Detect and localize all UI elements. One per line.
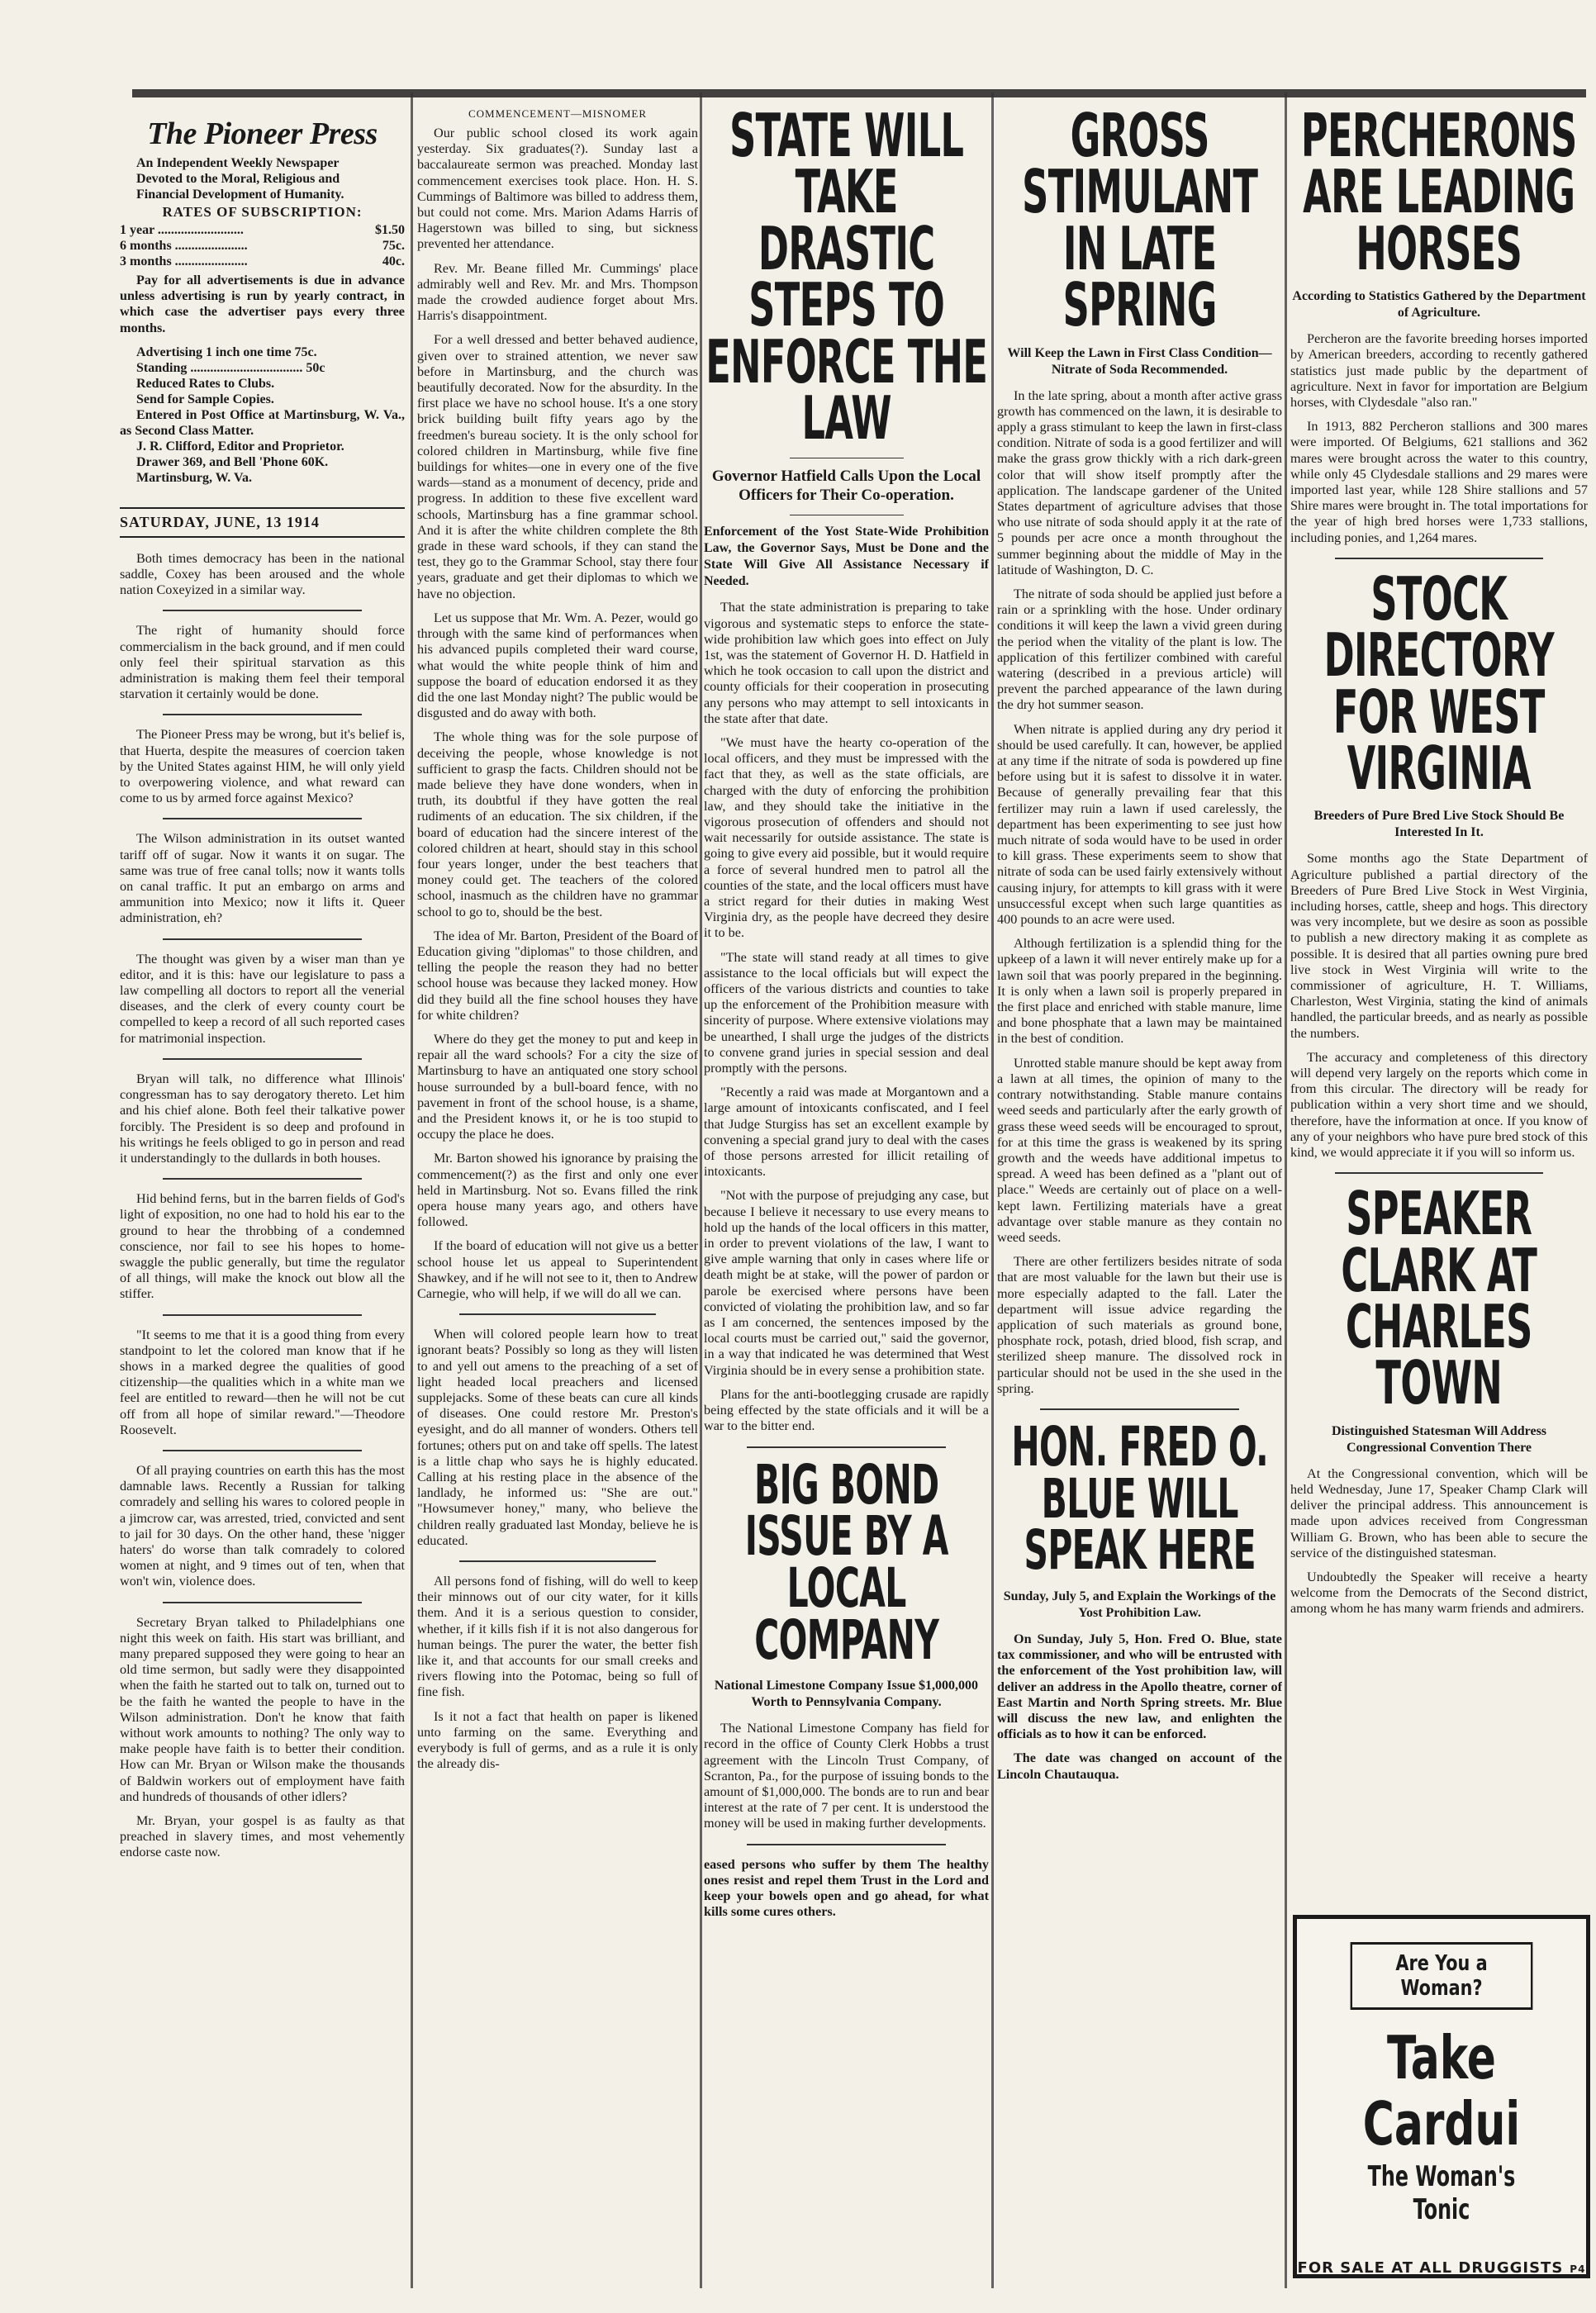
deck: Will Keep the Lawn in First Class Condition—Nitrate of Soda Recommended. (1007, 345, 1272, 377)
article-paragraph: Is it not a fact that health on paper is likened unto farming on the same. Everything and everybody is full of germs, and as a rule it is only the already dis- (417, 1708, 698, 1772)
article-paragraph: At the Congressional convention, which will be held Wednesday, June 17, Speaker Champ Clark will deliver the principal address. This announcement is made upon advices received from Congressman William G. Brown, who has been able to secure the service of the distinguished statesman. (1290, 1465, 1588, 1560)
deck: Governor Hatfield Calls Upon the Local Officers for Their Co-operation. (711, 468, 981, 505)
masthead-note: Martinsburg, W. Va. (136, 470, 253, 485)
column-2 (417, 107, 698, 1781)
separator (163, 610, 363, 611)
article-paragraph: The accuracy and completeness of this directory will depend very largely on the reports which come in from this circular. The directory will be ready for publication within a very short time and we should, therefore, have the information at once. If you know of any of your neighbors who have pure bred stock of this kind, we would appreciate it if you will so inform us. (1290, 1049, 1588, 1161)
editorial-paragraph: The Pioneer Press may be wrong, but it's belief is, that Huerta, despite the measures of coercion taken by the United States against HIM, he will only yield to overpowering violence, and what reward can come to us by armed force against Mexico? (120, 727, 405, 806)
separator (1335, 1172, 1543, 1174)
article-paragraph: Where do they get the money to put and keep in repair all the ward schools? For a city the size of Martinsburg to have an antiquated one story school house surrounded by a bull-board fence, with no pavement in front of the school house, is a shame, and the President knows it, or he is too stupid to occupy the place he does. (417, 1031, 698, 1142)
article-paragraph: Unrotted stable manure should be kept away from a lawn at all times, the opinion of many to the contrary notwithstanding. Stable manure contains weed seeds and particularly after the early growth of grass these weed seeds will be encouraged to sprout, for at this time the grass is weakened by its spring growth and the weeds have additional impetus to spread. A weed has been defined as a "plant out of place." Weeds are certainly out of place on a well-kept lawn. Fertilizing materials have a great advantage over stable manure as they contain no weed seeds. (997, 1055, 1282, 1245)
column-3 (704, 107, 989, 1928)
rates-title: RATES OF SUBSCRIPTION: (162, 204, 363, 220)
masthead-lines (120, 155, 405, 202)
ad-sale-text: FOR SALE AT ALL DRUGGISTS (1297, 2259, 1564, 2277)
separator (163, 1602, 363, 1603)
article-kicker: COMMENCEMENT—MISNOMER (468, 107, 647, 120)
article-paragraph: Mr. Barton showed his ignorance by praising the commencement(?) as the first and only one ever held in Martinsburg. Not so. Evans filled the rink opera house many years ago, and others have followed. (417, 1151, 698, 1230)
separator (747, 1446, 947, 1448)
headline-gross-stimulant: GROSS STIMULANT IN LATE SPRING (1021, 107, 1258, 340)
deck: According to Statistics Gathered by the Department of Agriculture. (1292, 289, 1586, 321)
article-paragraph: In 1913, 882 Percheron stallions and 300 mares were imported. Of Belgiums, 621 stallions and 362 mares were brought across the water to this country, while only 45 Clydesdale stallions and 29 mares were imported last year, while 128 Shire stallions and 57 Shire mares were brought in. The total importations for the year of high bred horses were 1,733 stallions, including ponies, and 1,264 mares. (1290, 419, 1588, 545)
separator (163, 818, 363, 819)
article-paragraph: The idea of Mr. Barton, President of the Board of Education giving "diplomas" to those children, and telling the people the reason they had no better school house was because they lacked money. How did they build all the fine school houses they have for white children? (417, 928, 698, 1023)
separator (163, 1450, 363, 1451)
masthead-note: Reduced Rates to Clubs. (136, 376, 275, 391)
headline-state-will-take-drastic-steps: STATE WILL TAKE DRASTIC STEPS TO ENFORCE THE LAW (705, 107, 987, 453)
deck: Breeders of Pure Bred Live Stock Should Be Interested In It. (1313, 809, 1565, 840)
masthead-note: J. R. Clifford, Editor and Proprietor. (136, 439, 344, 454)
editorial-paragraph: Bryan will talk, no difference what Illinois' congressman has to say derogatory thereto. Let him and his chief alone. Both feel their talkative power forcibly. The President is so deep and profound in his writings he feels obliged to go in person and read it understandingly to the dullards in both houses. (120, 1071, 405, 1166)
ad-code: P4 (1570, 2263, 1586, 2275)
article-paragraph: When will colored people learn how to treat ignorant beats? Possibly so long as they will listen to and yell out amens to the preaching of a set of light headed local preachers and licensed supplejacks. Some of these beats can cure all kinds of diseases. One could restore Mr. Preston's eyesight, and do all manner of wonders. Others tell fortunes; others put on and take off spells. The latest is a little chap who says he is highly educated. Calling at his resting place in the absence of the landlady, he informed us: "She are out." "Howsumever honey," many, who believe the children really graduated last Monday, believe he is educated. (417, 1327, 698, 1548)
rate-term: 1 year .......................... (120, 223, 244, 237)
article-paragraph: For a well dressed and better behaved audience, given over to strained attention, we never saw before in Martinsburg, and the church was beautifully decorated. Now for the absurdity. In the first place we have no school house. It's a one story brick building built fifty years ago by the freedmen's bureau society. It is the only school for colored children in Martinsburg, while five fine buildings for whites—one in every one of the five wards—stand as a monument of decency, pride and progress. In addition to these five excellent ward schools, Martinsburg has a fine grammar school. And it is after the white children complete the 8th grade in these ward schools, if they can stand the test, they go to the Grammar School, stay there four years, graduate and get their diplomas to which we have no objection. (417, 332, 698, 601)
masthead-note: Pay for all advertisements is due in advance unless advertising is run by yearly contract, in which case the advertiser pays every three months. (120, 273, 405, 335)
headline-big-bond-issue: BIG BOND ISSUE BY A LOCAL COMPANY (744, 1452, 948, 1672)
masthead-note: Send for Sample Copies. (136, 392, 274, 406)
separator (163, 938, 363, 940)
deck: National Limestone Company Issue $1,000,000 Worth to Pennsylvania Company. (714, 1679, 979, 1710)
subdeck: Enforcement of the Yost State-Wide Prohibition Law, the Governor Says, Must be Done and the State Will Give All Assistance Necessary if Needed. (704, 525, 989, 589)
masthead-note: Advertising 1 inch one time 75c. (136, 344, 317, 359)
separator (459, 1560, 656, 1562)
headline-percherons: PERCHERONS ARE LEADING HORSES (1301, 107, 1577, 283)
article-paragraph: Plans for the anti-bootlegging crusade are rapidly being effected by the state officials and it will be a war to the bitter end. (704, 1386, 989, 1434)
article-paragraph: Although fertilization is a splendid thing for the upkeep of a lawn it will never entirely make up for a lawn soil that was poorly prepared in the beginning. It is only when a lawn soil is properly prepared in the first place and enriched with stable manure, lime and bone phosphate that a lawn may be maintained in the best of condition. (997, 936, 1282, 1047)
headline-stock-directory: STOCK DIRECTORY FOR WEST VIRGINIA (1323, 563, 1555, 803)
article-paragraph: "The state will stand ready at all times to give assistance to the local officials but will expect the officers of the various districts and counties to take up the enforcement of the Prohibition measure with sincerity of purpose. Where extensive violations may be unearthed, I shall urge the judges of the districts to convene grand juries in special session and deal promptly with the persons. (704, 949, 989, 1076)
deck: Sunday, July 5, and Explain the Workings of the Yost Prohibition Law. (1003, 1589, 1276, 1621)
headline-hon-fred-o-blue: HON. FRED O. BLUE WILL SPEAK HERE (1011, 1414, 1268, 1583)
column-rule (411, 93, 413, 2288)
column-rule (1285, 93, 1287, 2288)
rate-row (120, 222, 405, 238)
article-paragraph: In the late spring, about a month after active grass growth has commenced on the lawn, it is desirable to apply a grass stimulant to keep the lawn in first-class condition. Nitrate of soda is a good fertilizer and will make the grass grow thickly with a rich dark-green color that will show itself promptly after the application. The landscape gardener of the United States department of agriculture advises that those who use nitrate of soda should apply it at the rate of 5 pounds per acre once a month throughout the summer beginning about the middle of May in the latitude of Washington, D. C. (997, 387, 1282, 577)
editorial-paragraph: The right of humanity should force commercialism in the back ground, and if men could only feel their spiritual starvation as this administration is making them feel their temporal starvation it certainly would be done. (120, 623, 405, 702)
issue-date: SATURDAY, JUNE, 13 1914 (120, 507, 405, 538)
masthead-note: Standing .................................. 50c (136, 360, 325, 375)
deck: Distinguished Statesman Will Address Congressional Convention There (1331, 1423, 1547, 1455)
editorial-paragraph: Both times democracy has been in the national saddle, Coxey has been aroused and the whole nation Coxeyized in a similar way. (120, 550, 405, 598)
cardui-advertisement (1293, 1915, 1590, 2278)
masthead-line: Devoted to the Moral, Religious and (136, 172, 340, 186)
separator (747, 1844, 947, 1845)
article-paragraph: On Sunday, July 5, Hon. Fred O. Blue, state tax commissioner, and who will be entrusted with the enforcement of the Yost prohibition law, will deliver an address in the Apollo theatre, corner of East Martin and North Spring streets. Mr. Blue will discuss the new law, and enlighten the officials as to how it can be enforced. (997, 1631, 1282, 1742)
separator (1335, 558, 1543, 559)
editorial-paragraph: The Wilson administration in its outset wanted tariff off of sugar. Now it wants it on sugar. The same was true of free canal tolls; now it wants tolls on canal traffic. It put an embargo on arms and ammunition into Mexico; now it lifts it. Queer administration, eh? (120, 831, 405, 926)
headline-speaker-clark: SPEAKER CLARK AT CHARLES TOWN (1341, 1179, 1537, 1418)
article-paragraph: The National Limestone Company has field for record in the office of County Clerk Hobbs a trust agreement with the Lincoln Trust Company, of Scranton, Pa., for the purpose of issuing bonds to the amount of $1,000,000. The bonds are to run and bear interest at the rate of 7 per cent. It is understood the money will be used in making further developments. (704, 1721, 989, 1831)
article-paragraph: Rev. Mr. Beane filled Mr. Cummings' place admirably well and Rev. Mr. and Mrs. Thompson made the crowded audience forget about Mrs. Harris's disappointment. (417, 260, 698, 324)
rate-price: 40c. (382, 254, 405, 268)
separator (163, 714, 363, 715)
separator (1040, 1408, 1240, 1410)
column-rule (991, 93, 994, 2288)
article-paragraph: Percheron are the favorite breeding horses imported by American breeders, according to recently gathered statistics just made public by the department of agriculture. Next in favor for importation are Belgium horses, with Clydesdale "also ran." (1290, 331, 1588, 410)
column-1 (120, 107, 405, 1869)
article-paragraph: Some months ago the State Department of Agriculture published a partial directory of the Breeders of Pure Bred Live Stock in West Virginia, including horses, cattle, sheep and hogs. This directory was very incomplete, but we desire as soon as possible to publish a new directory making it as complete as possible. It is desired that all parties owning pure bred live stock in West Virginia will write to the commissioner of agriculture, H. T. Williams, Charleston, West Virginia, stating the kind of animals handled, the particular breeds, and as nearly as possible the numbers. (1290, 851, 1588, 1041)
article-paragraph: If the board of education will not give us a better school house let us appeal to Superintendent Shawkey, and if he will not see to it, then to Andrew Carnegie, who will help, if we will do all we can. (417, 1238, 698, 1302)
article-paragraph: Let us suppose that Mr. Wm. A. Pezer, would go through with the same kind of performances when his advanced pupils completed their ward course, what would the white people think of him and suppose the board of education endorsed it as they did the one last Monday night? The public would be disgusted and do away with both. (417, 610, 698, 721)
editorial-paragraph: Mr. Bryan, your gospel is as faulty as that preached in slavery times, and most vehemently endorse caste now. (120, 1813, 405, 1860)
editorial-paragraph: Of all praying countries on earth this has the most damnable laws. Recently a Russian for talking comradely and selling his wares to colored people in a jimcrow car, was arrested, tried, convicted and sent to jail for 30 days. On the other hand, these 'nigger haters' do worse than talk comradely to colored women at night, and 9 times out of ten, when that won't win, violence does. (120, 1462, 405, 1589)
ad-question: Are You a Woman? (1351, 1942, 1533, 2010)
masthead-line: Financial Development of Humanity. (136, 188, 344, 202)
editorial-paragraph: The thought was given by a wiser man than ye editor, and it is this: have our legislature to pass a law compelling all doctors to report all the venerial diseases, and the clerk of every county court be compelled to keep a record of all such reported cases for matrimonial inspection. (120, 951, 405, 1046)
separator (163, 1058, 363, 1060)
column-5 (1290, 107, 1588, 1908)
rate-price: 75c. (382, 239, 405, 253)
rate-row (120, 238, 405, 254)
rate-row (120, 254, 405, 269)
article-paragraph: "Recently a raid was made at Morgantown and a large amount of intoxicants confiscated, and I feel that Judge Sturgiss has set an excellent example by convening a special grand jury to deal with the cases of those persons arrested for illicit retailing of intoxicants. (704, 1085, 989, 1180)
article-paragraph: When nitrate is applied during any dry period it should be used carefully. It can, however, be applied at any time if the nitrate of soda is powdered up fine before using but it is safest to dissolve it in water. Because of generally prevailing fear that this fertilizer may ruin a lawn if used carelessly, the department has been experimenting to see just how much nitrate of soda would have to be used in order to kill grass. These experiments seem to show that nitrate of soda can be used fairly extensively without causing injury, for attempts to kill grass with it were unsuccessful except when such large quantities as 400 pounds to an acre were used. (997, 721, 1282, 928)
separator (163, 1314, 363, 1316)
article-paragraph: The whole thing was for the sole purpose of deceiving the people, whose knowledge is not sufficient to grasp the facts. Children should not be made believe they have done wonders, when in truth, its doubtful if they have gotten the real rudiments of an education. The six children, if the board of education had the sincere interest of the colored children at heart, should stay in this school four years longer, under the best teachers that money could get. The teachers of the colored school, inasmuch as the children have no grammar school to go to, should be the best. (417, 729, 698, 919)
editorial-paragraph: Secretary Bryan talked to Philadelphians one night this week on faith. His start was brilliant, and many prepared supposed they were going to hear an old time sermon, but sadly were they disappointed when the faith he started out to talk on, turned out to be the faith he wanted the people to have in the Wilson administration. Don't he know that faith without work amounts to nothing? The only way to make people have faith is to better their condition. How can Mr. Bryan or Wilson make the thousands of Baldwin workers out of employment have faith and hundreds of thousands of other idlers? (120, 1614, 405, 1804)
rate-price: $1.50 (375, 223, 405, 237)
article-paragraph: All persons fond of fishing, will do well to keep their minnows out of our city water, for it kills them. And it is a serious question to consider, whether, if it kills fish if it is not also dangerous for human beings. The purer the water, the better fish like it, and that accounts for our small creeks and rivers flowing into the Potomac, being so full of fine fish. (417, 1574, 698, 1700)
article-paragraph: The nitrate of soda should be applied just before a rain or a sprinkling with the hose. Under ordinary conditions it will keep the lawn a vivid green during the period when the vitality of the plant is low. The application of this fertilizer combined with careful watering (described in a previous article) will prevent the parched appearance of the lawn during the dry hot summer season. (997, 587, 1282, 713)
article-paragraph: eased persons who suffer by them The healthy ones resist and repel them Trust in the Lord and keep your bowels open and go ahead, for what kills some cures others. (704, 1856, 989, 1920)
editorial-paragraph: "It seems to me that it is a good thing from every standpoint to let the colored man know that if he shows in a marked degree the qualities of good citizenship—the qualities which in a white man we feel are entitled to reward—then he will not be cut off from all hope of similar reward."—Theodore Roosevelt. (120, 1327, 405, 1437)
article-paragraph: Our public school closed its work again yesterday. Six graduates(?). Sunday last a baccalaureate sermon was preached. Monday last commencement exercises took place. Hon. H. S. Cummings of Baltimore was billed to address them, but could not come. Mrs. Marion Adams Harris of Hagerstown was billed to sing, but sickness prevented her attendance. (417, 126, 698, 252)
article-paragraph: That the state administration is preparing to take vigorous and systematic steps to enforce the state-wide prohibition law which goes into effect on July 1st, was the statement of Governor H. D. Hatfield in which he took occasion to call upon the district and county officials for their cooperation in prosecuting any persons who may attempt to sell intoxicants in the state after that date. (704, 600, 989, 726)
ad-take-cardui: Take Cardui (1362, 2023, 1521, 2159)
masthead-note: Drawer 369, and Bell 'Phone 60K. (136, 454, 329, 469)
ad-sale-line (1297, 2259, 1586, 2277)
article-paragraph: The date was changed on account of the Lincoln Chautauqua. (997, 1750, 1282, 1782)
article-paragraph: Undoubtedly the Speaker will receive a hearty welcome from the Democrats of the Second district, among whom he has many warm friends and admirers. (1290, 1570, 1588, 1617)
ad-tonic: The Woman's Tonic (1367, 2160, 1516, 2226)
separator (459, 1313, 656, 1315)
article-paragraph: There are other fertilizers besides nitrate of soda that are most valuable for the lawn but their use is more especially adapted to the fall. Later the department will issue advice regarding the application of such materials as ground bone, phosphate rock, potash, dried blood, fish scrap, and sterilized sheep manure. The dissolved rock in particular should not be used in the she used in the spring. (997, 1254, 1282, 1396)
masthead-title: The Pioneer Press (147, 116, 378, 151)
rate-term: 3 months ...................... (120, 254, 248, 268)
article-paragraph: "We must have the hearty co-operation of the local officers, and they must be impressed with the fact that they, as well as the state officials, are charged with the duty of enforcing the prohibition law, and they should take the initiative in the vigorous prosecution of offenders and should not wait necessarily for outside assistance. The state is going to give every aid possible, but it would require a force of several hundred men to patrol all the counties of the state, and the local officers must have a strict regard for their duties in making West Virginia dry, as the people have decreed they desire it to be. (704, 734, 989, 941)
top-rule (132, 89, 1586, 97)
rate-term: 6 months ...................... (120, 239, 248, 253)
masthead-note: Entered in Post Office at Martinsburg, W. Va., as Second Class Matter. (120, 407, 405, 438)
masthead-line: An Independent Weekly Newspaper (136, 156, 340, 170)
article-paragraph: "Not with the purpose of prejudging any case, but because I believe it necessary to use every means to hold up the hands of the local officers in this matter, in order to prevent violations of the law, I want to give ample warning that only in cases where life or death might be at stake, will the power of pardon or parole be exercised where persons have been convicted of violating the prohibition law, and so far as I am concerned, the sentences imposed by the local courts must be carried out," said the governor, in a way that indicated he was determined that West Virginia should be in every sense a prohibition state. (704, 1188, 989, 1378)
editorial-paragraph: Hid behind ferns, but in the barren fields of God's light of exposition, no one had to hold his ear to the ground to hear the throbbing of a condemned conscience, nor fail to see his hopes to home-swaggle the public generally, but time the regulator of all things, will make the knock out blow all the stiffer. (120, 1191, 405, 1302)
separator (163, 1178, 363, 1180)
column-4 (997, 107, 1282, 1791)
column-rule (700, 93, 702, 2288)
